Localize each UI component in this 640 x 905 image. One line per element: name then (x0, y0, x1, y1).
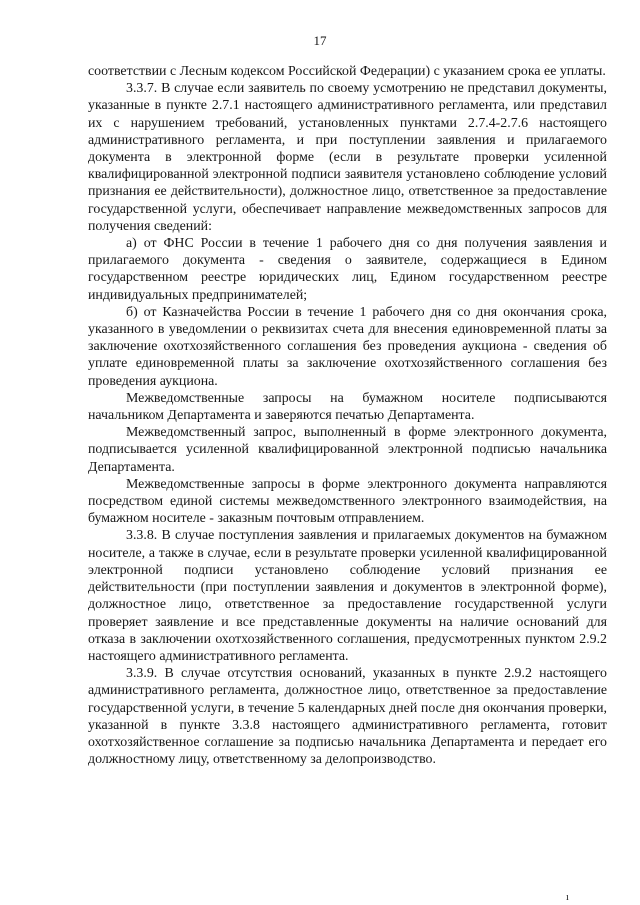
paragraph-item-a: а) от ФНС России в течение 1 рабочего дня со дня получения заявления и прилагаемого документа - сведения о заявителе, содержащиеся в Едином государственном реестре юридических лиц, Едином государственном реестре индивидуальных предпринимателей; (88, 236, 607, 303)
paragraph-3-3-8: 3.3.8. В случае поступления заявления и прилагаемых документов на бумажном носителе, а также в случае, если в результате проверки усиленной квалифицированной электронной подписи установлено соблюдение условий признания ее действительности (при поступлении заявления и документов в электронной форме), должностное лицо, ответственное за предоставление государственной услуги проверяет заявление и все представленные документы на наличие оснований для отказа в заключении охотхозяйственного соглашения, предусмотренных пунктом 2.9.2 настоящего административного регламента. (88, 528, 607, 664)
paragraph-requests-delivery: Межведомственные запросы в форме электронного документа направляются посредством единой системы межведомственного электронного взаимодействия, на бумажном носителе - заказным почтовым отправлением. (88, 476, 607, 527)
paragraph-3-3-9: 3.3.9. В случае отсутствия оснований, указанных в пункте 2.9.2 настоящего административного регламента, должностное лицо, ответственное за предоставление государственной услуги, в течение 5 календарных дней после дня окончания проверки, указанной в пункте 3.3.8 настоящего административного регламента, готовит охотхозяйственное соглашение за подписью начальника Департамента и передает его должностному лицу, ответственному за делопроизводство. (88, 666, 607, 768)
paragraph-3-3-7: 3.3.7. В случае если заявитель по своему усмотрению не представил документы, указанные в пункте 2.7.1 настоящего административного регламента, или представил их с нарушением требований, установленных пунктами 2.7.4-2.7.6 настоящего административного регламента, и при поступлении заявления и прилагаемого документа в электронной форме (если в результате проверки усиленной квалифицированной электронной подписи заявителя установлено соблюдение условий признания ее действительности), должностное лицо, ответственное за предоставление государственной услуги, обеспечивает направление межведомственных запросов для получения сведений: (88, 81, 607, 234)
document-body (88, 63, 607, 768)
paragraph-continuation: соответствии с Лесным кодексом Российской Федерации) с указанием срока ее уплаты. (88, 64, 606, 79)
corner-mark: ı (566, 892, 569, 903)
paragraph-item-b: б) от Казначейства России в течение 1 рабочего дня со дня окончания срока, указанного в уведомлении о реквизитах счета для внесения единовременной платы за заключение охотхозяйственного соглашения без проведения аукциона - сведения об уплате единовременной платы за заключение охотхозяйственного соглашения без проведения аукциона. (88, 304, 607, 389)
page-number: 17 (313, 33, 327, 48)
paragraph-electronic-request: Межведомственный запрос, выполненный в форме электронного документа, подписывается усиленной квалифицированной электронной подписью начальника Департамента. (88, 425, 607, 475)
paragraph-paper-requests: Межведомственные запросы на бумажном носителе подписываются начальником Департамента и заверяются печатью Департамента. (88, 390, 607, 424)
